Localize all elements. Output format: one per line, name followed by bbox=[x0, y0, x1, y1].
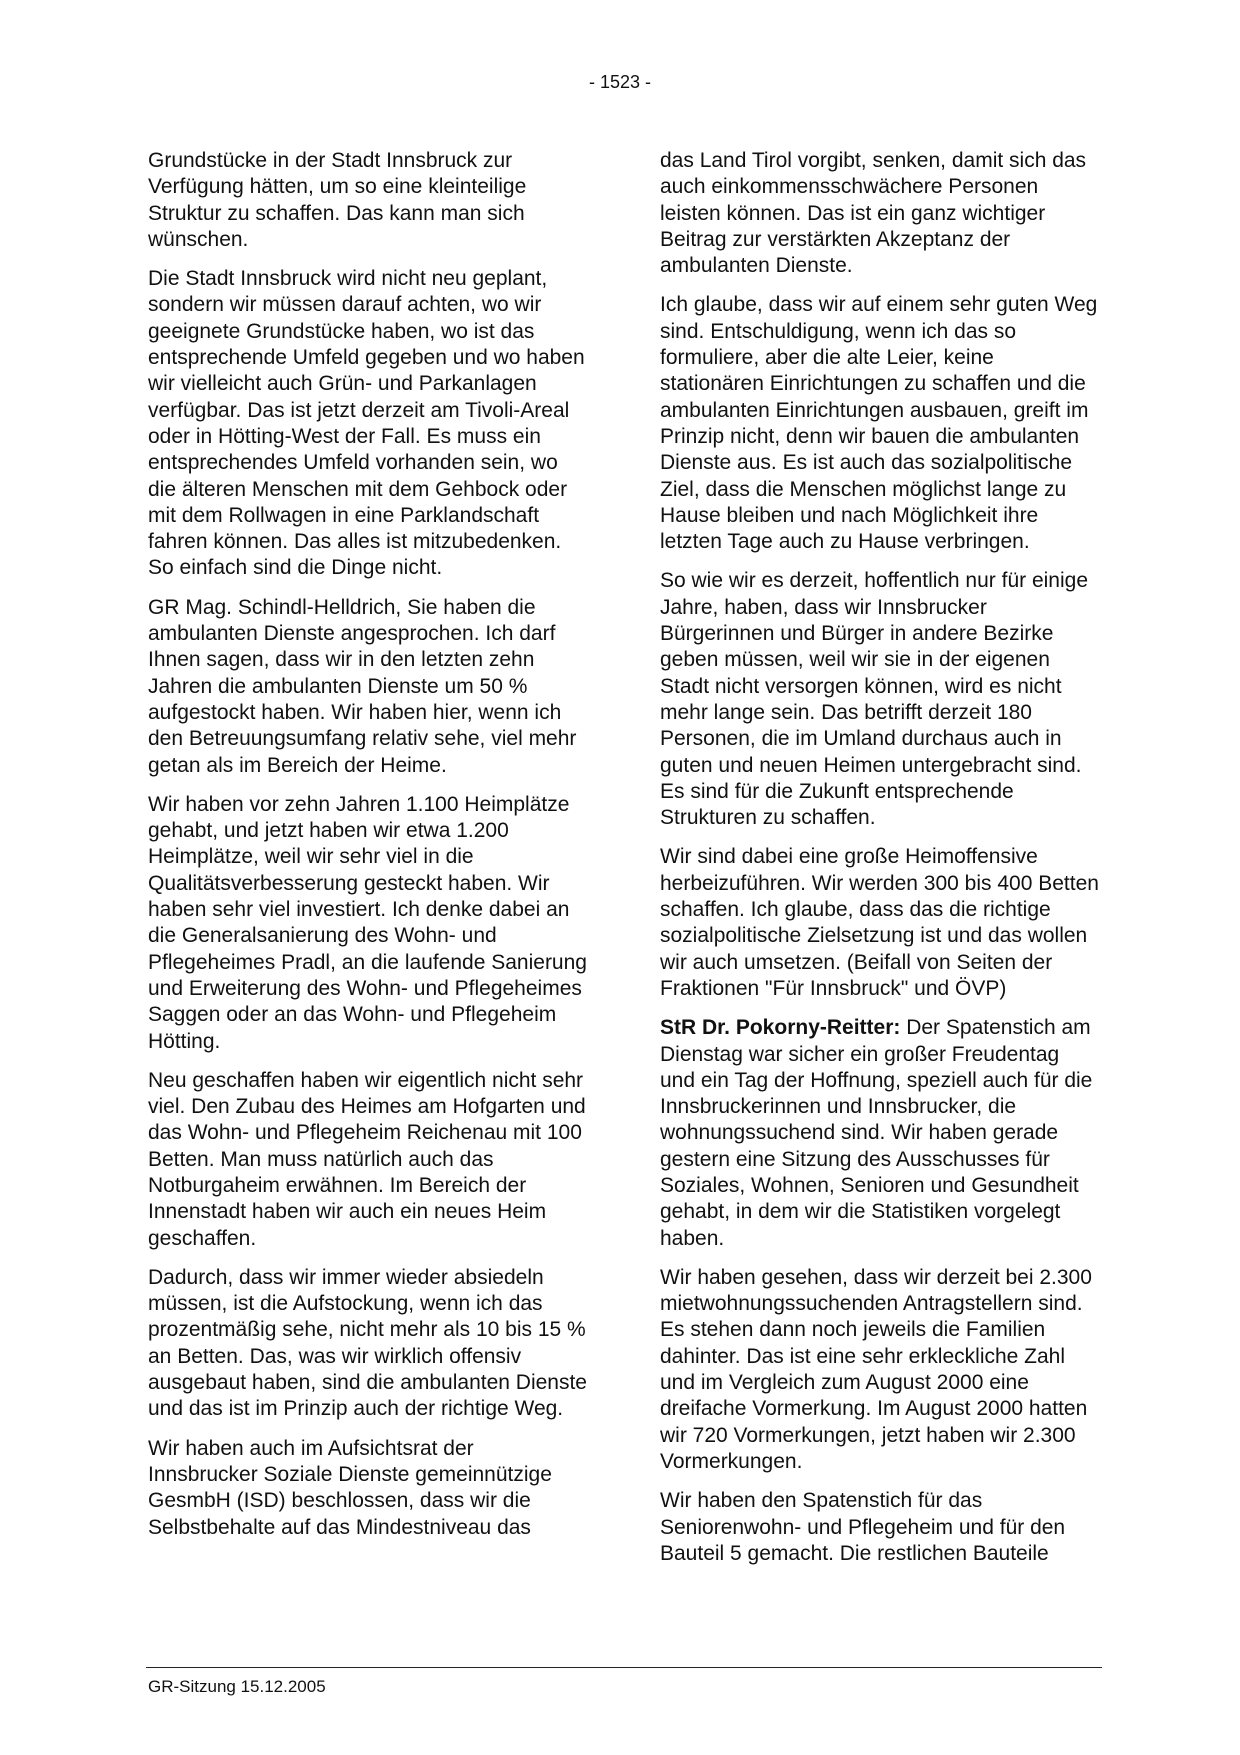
page-number: - 1523 - bbox=[588, 72, 652, 92]
paragraph: Die Stadt Innsbruck wird nicht neu geplant, sondern wir müssen darauf achten, wo wir geeignete Grundstücke haben, wo ist das entsprechende Umfeld gegeben und wo haben wir vielleicht auch Grün- und Parkanlagen verfügbar. Das ist jetzt derzeit am Tivoli-Areal oder in Hötting-West der Fall. Es muss ein entsprechendes Umfeld vorhanden sein, wo die älteren Menschen mit dem Gehbock oder mit dem Rollwagen in eine Parklandschaft fahren können. Das alles ist mitzubedenken. So einfach sind die Dinge nicht. bbox=[148, 267, 585, 580]
paragraph: Wir sind dabei eine große Heimoffensive herbeizuführen. Wir werden 300 bis 400 Betten schaffen. Ich glaube, dass das die richtige sozialpolitische Zielsetzung ist und das wollen wir auch umsetzen. (Beifall von Seiten der Fraktionen "Für Innsbruck" und ÖVP) bbox=[660, 845, 1099, 1000]
right-column bbox=[660, 148, 1100, 1580]
paragraph: Grundstücke in der Stadt Innsbruck zur Verfügung hätten, um so eine kleinteilige Struktur zu schaffen. Das kann man sich wünschen. bbox=[148, 149, 527, 251]
paragraph: So wie wir es derzeit, hoffentlich nur für einige Jahre, haben, dass wir Innsbrucker Bürgerinnen und Bürger in andere Bezirke geben müssen, weil wir sie in der eigenen Stadt nicht versorgen können, wird es nicht mehr lange sein. Das betrifft derzeit 180 Personen, die im Umland durchaus auch in guten und neuen Heimen untergebracht sind. Es sind für die Zukunft entsprechende Strukturen zu schaffen. bbox=[660, 569, 1088, 830]
paragraph: Dadurch, dass wir immer wieder absiedeln müssen, ist die Aufstockung, wenn ich das prozentmäßig sehe, nicht mehr als 10 bis 15 % an Betten. Das, was wir wirklich offensiv ausgebaut haben, sind die ambulanten Dienste und das ist im Prinzip auch der richtige Weg. bbox=[148, 1265, 587, 1421]
footer-divider bbox=[146, 1667, 1102, 1668]
speaker-name: StR Dr. Pokorny-Reitter: bbox=[660, 1016, 901, 1040]
paragraph: Wir haben den Spatenstich für das Seniorenwohn- und Pflegeheim und für den Bauteil 5 gemacht. Die restlichen Bauteile bbox=[660, 1489, 1066, 1565]
paragraph: Neu geschaffen haben wir eigentlich nicht sehr viel. Den Zubau des Heimes am Hofgarten und das Wohn- und Pflegeheim Reichenau mit 100 Betten. Man muss natürlich auch das Notburgaheim erwähnen. Im Bereich der Innenstadt haben wir auch ein neues Heim geschaffen. bbox=[148, 1068, 586, 1250]
paragraph: das Land Tirol vorgibt, senken, damit sich das auch einkommensschwächere Personen leisten können. Das ist ein ganz wichtiger Beitrag zur verstärkten Akzeptanz der ambulanten Dienste. bbox=[660, 149, 1087, 278]
speaker-paragraph bbox=[660, 1015, 1100, 1252]
speaker-text: Der Spatenstich am Dienstag war sicher ein großer Freudentag und ein Tag der Hoffnung, speziell auch für die Innsbruckerinnen und Innsbrucker, die wohnungssuchend sind. Wir haben gerade gestern eine Sitzung des Ausschusses für Soziales, Wohnen, Senioren und Gesundheit gehabt, in dem wir die Statistiken vorgelegt haben. bbox=[660, 1016, 1093, 1250]
paragraph: Wir haben auch im Aufsichtsrat der Innsbrucker Soziale Dienste gemeinnützige GesmbH (ISD) beschlossen, dass wir die Selbstbehalte auf das Mindestniveau das bbox=[148, 1436, 552, 1539]
footer-session-date: GR-Sitzung 15.12.2005 bbox=[148, 1677, 326, 1696]
paragraph: Wir haben gesehen, dass wir derzeit bei 2.300 mietwohnungssuchenden Antragstellern sind. Es stehen dann noch jeweils die Familien dahinter. Das ist eine sehr erkleckliche Zahl und im Vergleich zum August 2000 eine dreifache Vormerkung. Im August 2000 hatten wir 720 Vormerkungen, jetzt haben wir 2.300 Vormerkungen. bbox=[660, 1265, 1092, 1473]
paragraph: GR Mag. Schindl-Helldrich, Sie haben die ambulanten Dienste angesprochen. Ich darf Ihnen sagen, dass wir in den letzten zehn Jahren die ambulanten Dienste um 50 % aufgestockt haben. Wir haben hier, wenn ich den Betreuungsumfang relativ sehe, viel mehr getan als im Bereich der Heime. bbox=[148, 595, 577, 777]
paragraph: Ich glaube, dass wir auf einem sehr guten Weg sind. Entschuldigung, wenn ich das so formuliere, aber die alte Leier, keine stationären Einrichtungen zu schaffen und die ambulanten Einrichtungen ausbauen, greift im Prinzip nicht, denn wir bauen die ambulanten Dienste aus. Es ist auch das sozialpolitische Ziel, dass die Menschen möglichst lange zu Hause bleiben und nach Möglichkeit ihre letzten Tage auch zu Hause verbringen. bbox=[660, 293, 1098, 554]
left-column bbox=[148, 148, 588, 1554]
paragraph: Wir haben vor zehn Jahren 1.100 Heimplätze gehabt, und jetzt haben wir etwa 1.200 Heimplätze, weil wir sehr viel in die Qualitätsverbesserung gesteckt haben. Wir haben sehr viel investiert. Ich denke dabei an die Generalsanierung des Wohn- und Pflegeheimes Pradl, an die laufende Sanierung und Erweiterung des Wohn- und Pflegeheimes Saggen oder an das Wohn- und Pflegeheim Hötting. bbox=[148, 792, 587, 1053]
